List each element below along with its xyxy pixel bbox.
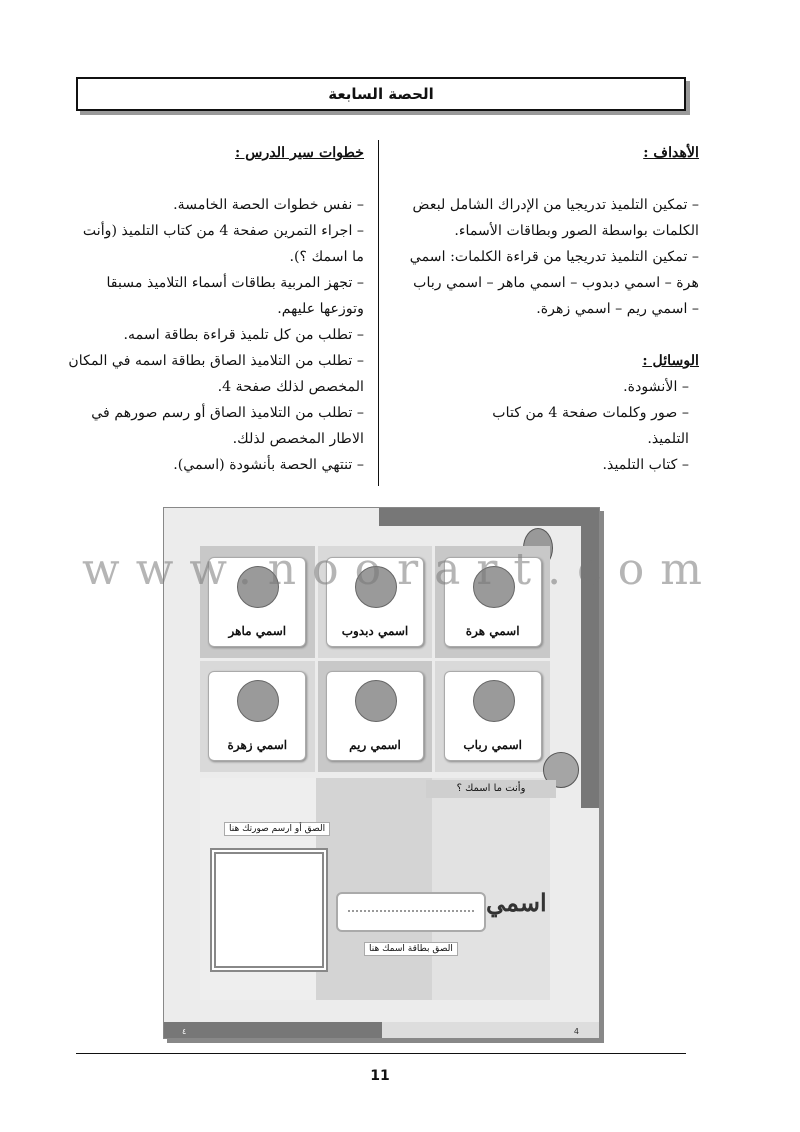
question-label: وأنت ما اسمك ؟ — [426, 780, 556, 798]
steps-column — [64, 140, 364, 478]
step-line: – نفس خطوات الحصة الخامسة. — [173, 197, 364, 213]
card-hint: الصق بطاقة اسمك هنا — [364, 942, 458, 956]
flowers-icon — [237, 680, 279, 722]
decor-bar — [164, 1022, 382, 1038]
page-title: الحصة السابعة — [76, 77, 686, 111]
watermark: www.noorart.com — [82, 544, 718, 595]
photo-hint: الصق أو ارسم صورتك هنا — [224, 822, 330, 836]
step-line: المخصص لذلك صفحة 4. — [217, 379, 364, 395]
card-label: اسمي هرة — [465, 623, 520, 638]
card-label: اسمي دبدوب — [341, 623, 409, 638]
objectives-heading: الأهداف : — [643, 145, 699, 161]
objective-line: هرة – اسمي دبدوب – اسمي ماهر – اسمي رباب — [413, 275, 699, 291]
objective-line: – تمكين التلميذ تدريجيا من الإدراك الشامل لبعض — [412, 197, 699, 213]
name-card — [326, 671, 424, 761]
means-line: – صور وكلمات صفحة 4 من كتاب — [492, 405, 689, 421]
objectives-column — [399, 140, 699, 478]
decor-bar — [379, 508, 599, 526]
step-line: – اجراء التمرين صفحة 4 من كتاب التلميذ (وأنت — [82, 223, 364, 239]
name-card-slot — [336, 892, 486, 932]
step-line: – تطلب من كل تلميذ قراءة بطاقة اسمه. — [123, 327, 364, 343]
page-number: 11 — [370, 1068, 390, 1084]
name-card — [208, 671, 306, 761]
card-label: اسمي رباب — [463, 738, 522, 753]
name-card — [444, 671, 542, 761]
objective-line: – اسمي ريم – اسمي زهرة. — [536, 301, 699, 317]
card-label: اسمي زهرة — [227, 738, 288, 753]
book-page-number: 4 — [573, 1027, 579, 1036]
objective-line: الكلمات بواسطة الصور وبطاقات الأسماء. — [454, 223, 699, 239]
step-line: الاطار المخصص لذلك. — [232, 431, 364, 447]
means-line: – كتاب التلميذ. — [602, 457, 689, 473]
decor-bar — [382, 1022, 599, 1038]
means-heading: الوسائل : — [642, 353, 699, 369]
girl-picture-icon — [355, 680, 397, 722]
woman-picture-icon — [473, 680, 515, 722]
step-line: – تجهز المربية بطاقات أسماء التلاميذ مسبقا — [106, 275, 364, 291]
objective-line: – تمكين التلميذ تدريجيا من قراءة الكلمات: اسمي — [409, 249, 699, 265]
card-label: اسمي ريم — [349, 738, 401, 753]
step-line: – تطلب من التلاميذ الصاق أو رسم صورهم في — [91, 405, 364, 421]
step-line: وتوزعها عليهم. — [277, 301, 364, 317]
steps-heading: خطوات سير الدرس : — [235, 145, 364, 161]
means-line: التلميذ. — [647, 431, 689, 447]
book-page-number: ٤ — [182, 1027, 187, 1036]
footer-rule — [76, 1053, 686, 1054]
step-line: – تطلب من التلاميذ الصاق بطاقة اسمه في المكان — [68, 353, 364, 369]
column-divider — [378, 140, 379, 486]
step-line: – تنتهي الحصة بأنشودة (اسمي). — [173, 457, 364, 473]
card-label: اسمي ماهر — [228, 623, 287, 638]
means-line: – الأنشودة. — [623, 379, 689, 395]
my-name-label: اسمي — [486, 888, 547, 917]
photo-frame — [210, 848, 328, 972]
step-line: ما اسمك ؟). — [289, 249, 364, 265]
